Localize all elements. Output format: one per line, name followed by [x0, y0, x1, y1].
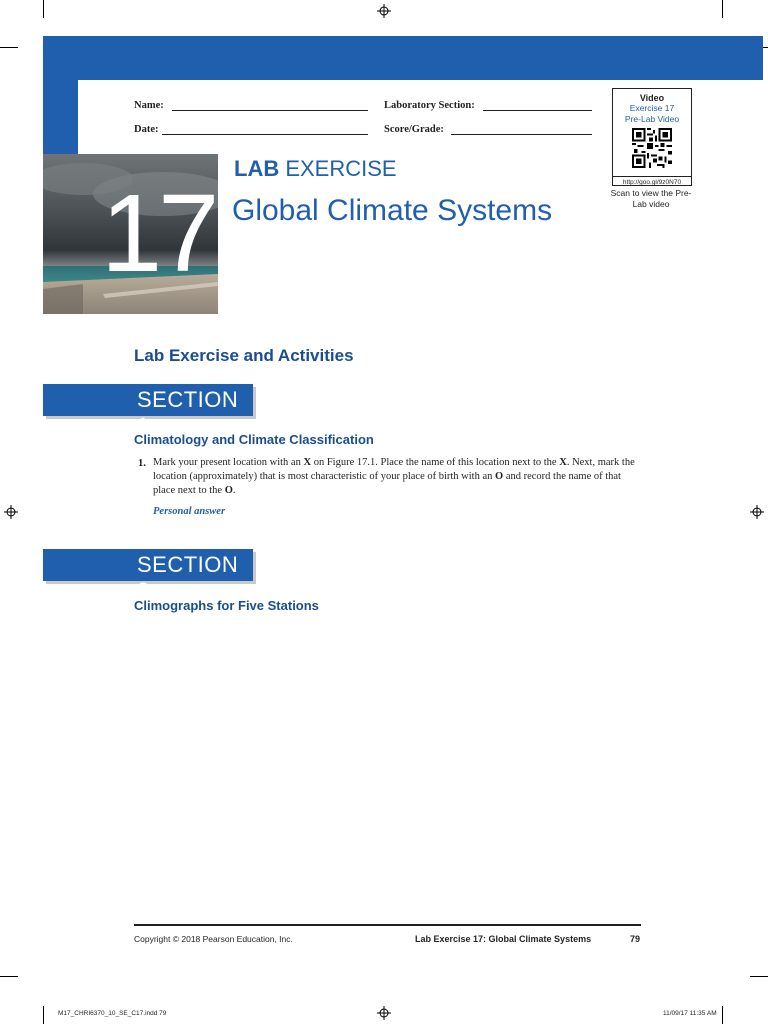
qr-code-icon[interactable] — [632, 128, 672, 168]
crop-mark — [0, 47, 18, 48]
section-1-banner — [43, 384, 253, 438]
date-field[interactable] — [162, 134, 368, 135]
section-1-label: SECTION 1 — [137, 387, 239, 438]
slug-filename: M17_CHRI6370_10_SE_C17.indd 79 — [58, 1010, 167, 1017]
section-2-banner — [43, 549, 253, 603]
video-url[interactable]: http://goo.gl/9z0N70 — [613, 176, 691, 186]
section-2-label: SECTION 2 — [137, 552, 239, 603]
score-label: Score/Grade: — [384, 124, 444, 135]
answer-text: Personal answer — [153, 506, 226, 517]
date-label: Date: — [134, 124, 159, 135]
crop-mark — [43, 1006, 44, 1024]
video-box[interactable] — [612, 88, 692, 186]
page-title: Global Climate Systems — [232, 194, 553, 227]
header-band-left — [43, 36, 78, 154]
name-label: Name: — [134, 100, 164, 111]
exercise-number: 17 — [101, 172, 216, 295]
crop-mark — [0, 976, 18, 977]
footer-lab-title: Lab Exercise 17: Global Climate Systems — [415, 934, 592, 944]
question-number: 1. — [138, 458, 146, 469]
slug-timestamp: 11/09/17 11:35 AM — [663, 1010, 717, 1017]
registration-mark-icon — [750, 505, 764, 519]
lab-section-label: Laboratory Section: — [384, 100, 475, 111]
page-number: 79 — [630, 934, 641, 944]
crop-mark — [43, 0, 44, 18]
hero-photo — [43, 154, 218, 314]
section-2-heading: Climographs for Five Stations — [134, 598, 319, 613]
registration-mark-icon — [377, 1006, 391, 1020]
footer-copyright: Copyright © 2018 Pearson Education, Inc. — [134, 934, 293, 944]
registration-mark-icon — [377, 4, 391, 18]
lab-section-field[interactable] — [483, 110, 592, 111]
score-field[interactable] — [451, 134, 592, 135]
video-prelab: Pre-Lab Video — [624, 114, 680, 124]
question-text: Mark your present location with an X on Figure 17.1. Place the name of this location next to the X. Next, mark the location (approximately) that is most characteristic of your place of birth with an O and record the name of that place next to the O. — [153, 457, 635, 496]
section-1-heading: Climatology and Climate Classification — [134, 432, 374, 447]
lab-exercise-label: LAB EXERCISE — [234, 156, 397, 181]
scan-instruction: Scan to view the Pre-Lab video — [610, 188, 692, 209]
registration-mark-icon — [4, 505, 18, 519]
crop-mark — [722, 1006, 723, 1024]
video-title: Video — [639, 93, 665, 103]
crop-mark — [750, 976, 768, 977]
activities-heading: Lab Exercise and Activities — [134, 346, 354, 365]
name-field[interactable] — [172, 110, 368, 111]
footer-rule — [134, 924, 641, 926]
video-exercise: Exercise 17 — [629, 103, 675, 113]
header-band — [43, 36, 763, 80]
crop-mark — [722, 0, 723, 18]
